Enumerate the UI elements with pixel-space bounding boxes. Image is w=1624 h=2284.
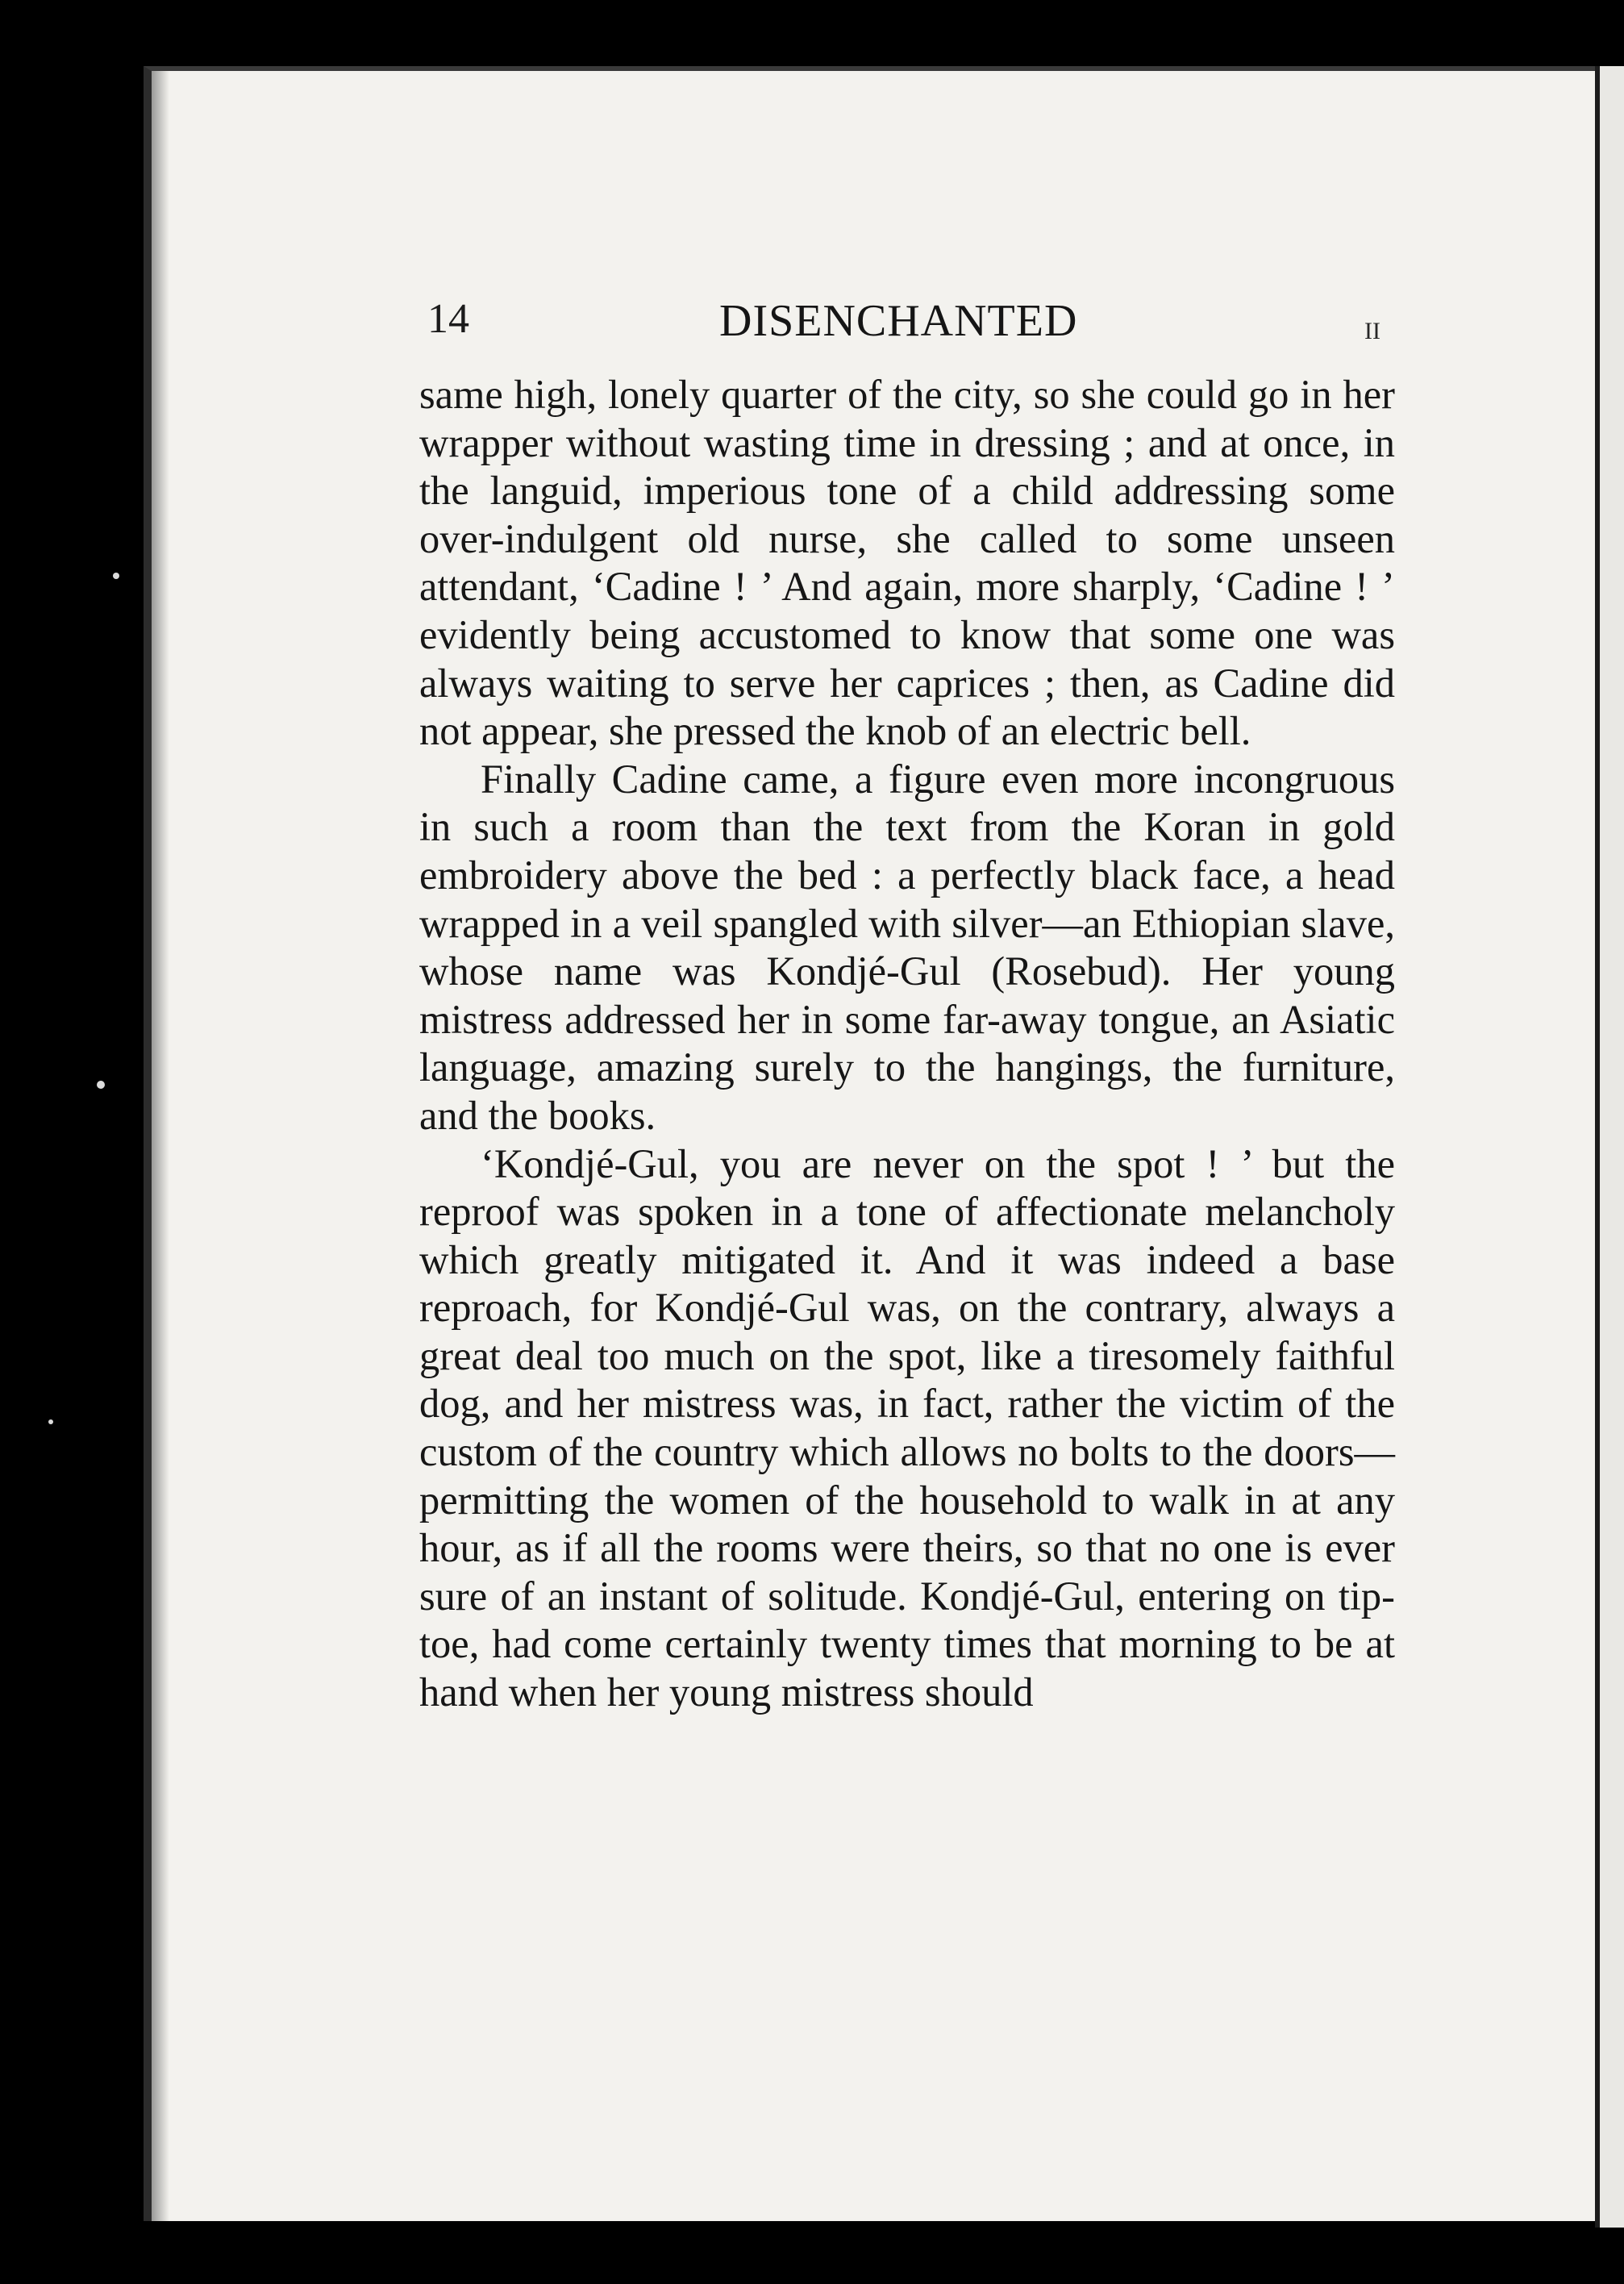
paragraph-kondje-gul: ‘Kondjé-Gul, you are never on the spot ! ’ but the reproof was spoken in a tone of affectionate melancholy which greatly mitigated it. And it was indeed a base reproach, for Kondjé-Gul was, on the contrary, always a great deal too much on the spot, like a tiresomely faithful dog, and her mistress was, in fact, rather the victim of the custom of the country which allows no bolts to the doors—permitting the women of the household to walk in at any hour, as if all the rooms were theirs, so that no one is ever sure of an instant of solitude. Kondjé-Gul, entering on tip-toe, had come certainly twenty times that morning to be at hand when her young mistress should [419,1140,1395,1715]
paragraph-cadine-arrives: Finally Cadine came, a figure even more incongruous in such a room than the text from the Koran in gold embroidery above the bed : a perfectly black face, a head wrapped in a veil spangled with silver—an Ethiopian slave, whose name was Kondjé-Gul (Rosebud). Her young mistress addressed her in some far-away tongue, an Asiatic language, amazing surely to the hangings, the furniture, and the books. [419,756,1395,1138]
scan-speck [113,573,119,579]
running-head [427,295,1395,352]
paragraph-continuation: same high, lonely quarter of the city, so she could go in her wrapper without wasting time in dressing ; and at once, in the languid, imperious tone of a child addressing some over-indulgent old nurse, she called to some unseen attendant, ‘Cadine ! ’ And again, more sharply, ‘Cadine ! ’ evidently being accustomed to know that some one was always waiting to serve her caprices ; then, as Cadine did not appear, she pressed the knob of an electric bell. [419,372,1395,754]
scan-speck [48,1419,53,1424]
facing-page-edge [1595,66,1624,2228]
body-text [419,371,1395,1717]
binding-shadow [152,71,169,2221]
running-title: DISENCHANTED [719,296,1078,346]
page-number: 14 [427,296,469,342]
signature-mark: II [1364,318,1380,344]
scan-speck [97,1081,105,1089]
